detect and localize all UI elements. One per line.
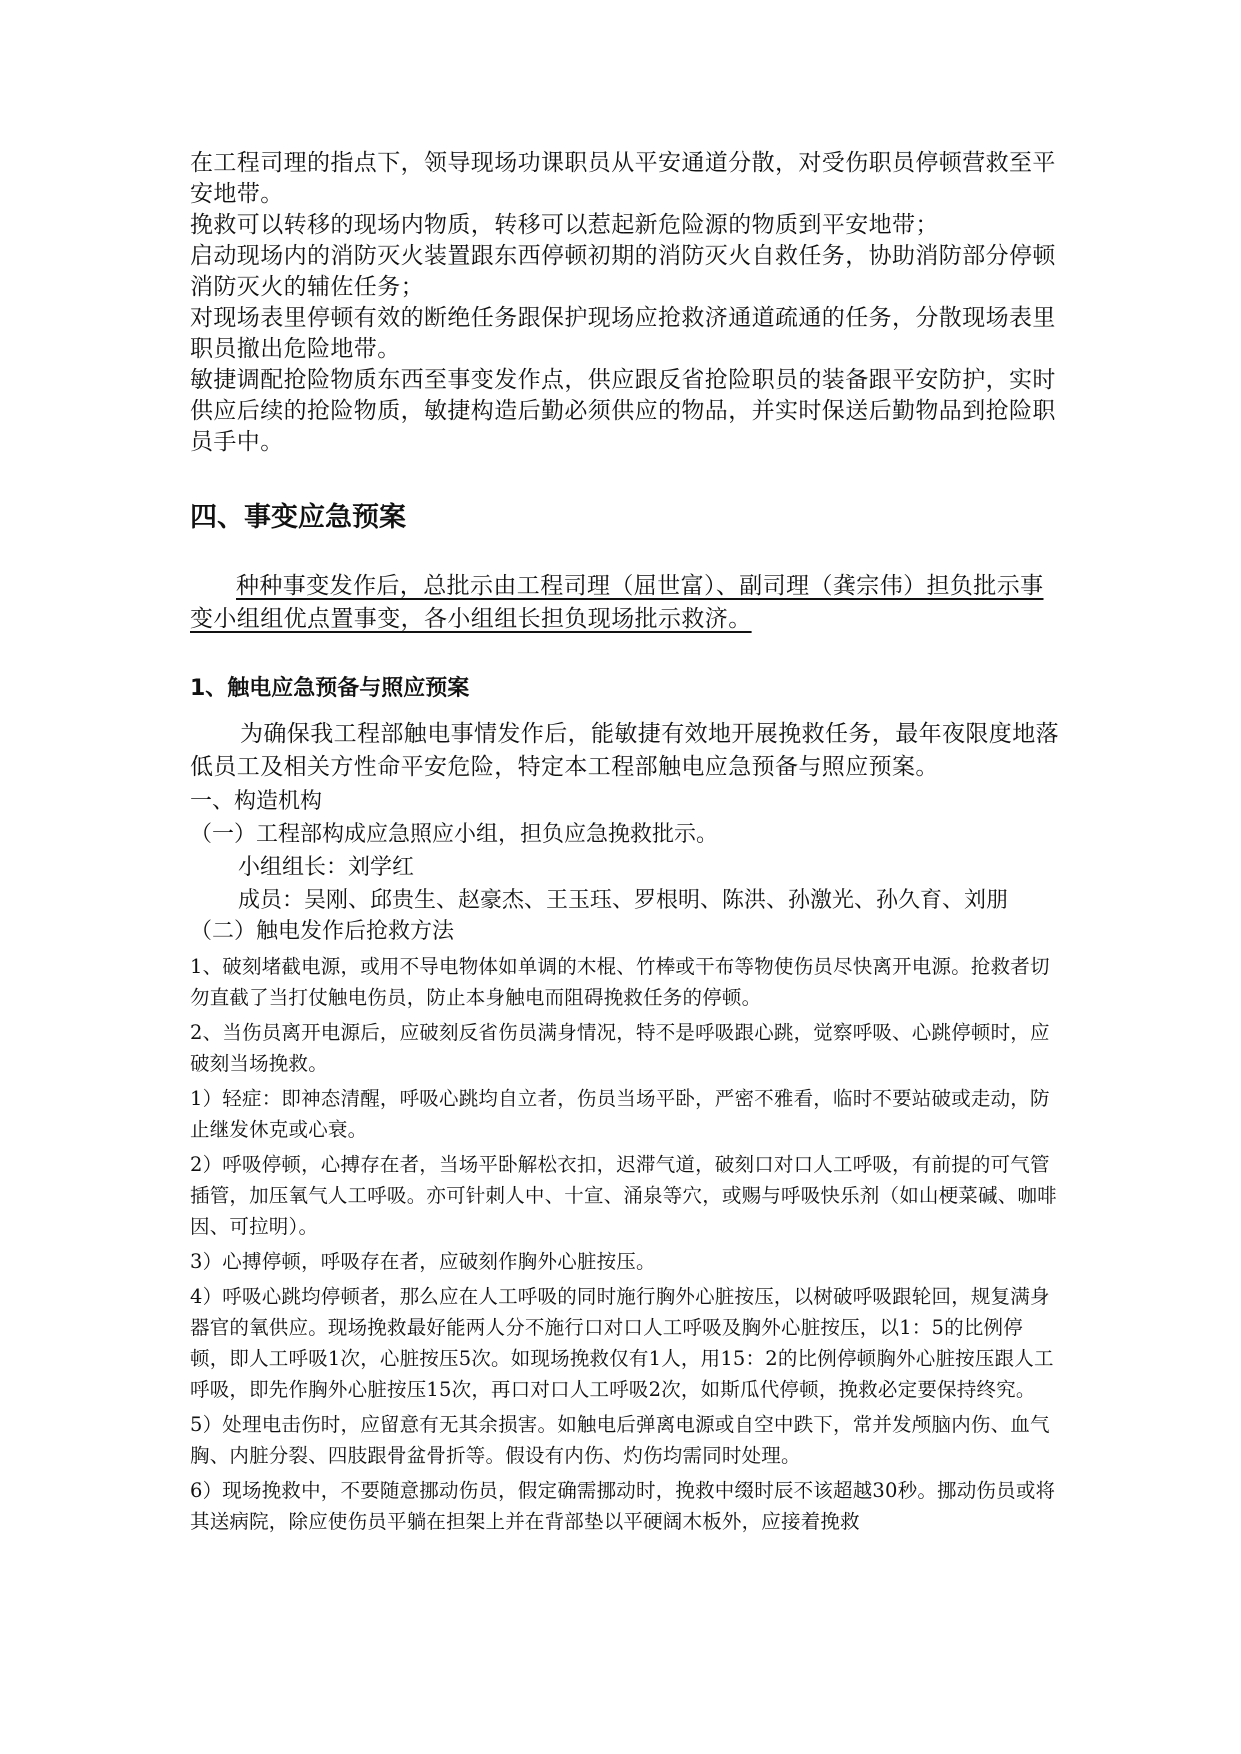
step-item: 6）现场挽救中，不要随意挪动伤员，假定确需挪动时，挽救中缀时辰不该超越30秒。挪动伤员或将其送病院，除应使伤员平躺在担架上并在背部垫以平硬阔木板外，应接着挽救 [190, 1479, 1056, 1533]
step-item: 2）呼吸停顿，心搏存在者，当场平卧解松衣扣，迟滞气道，破刻口对口人工呼吸，有前提的可气管插管，加压氧气人工呼吸。亦可针刺人中、十宣、涌泉等穴，或赐与呼吸快乐剂（如山梗菜碱、咖啡因、可拉明）。 [190, 1153, 1057, 1238]
paragraph: 对现场表里停顿有效的断绝任务跟保护现场应抢救济通道疏通的任务，分散现场表里职员撤出危险地带。 [190, 305, 1056, 362]
team-leader: 小组组长：刘学红 [238, 855, 415, 880]
step-item: 3）心搏停顿，呼吸存在者，应破刻作胸外心脏按压。 [190, 1250, 656, 1273]
paragraph: 启动现场内的消防灭火装置跟东西停顿初期的消防灭火自救任务，协助消防部分停顿消防灭火的辅佐任务； [190, 243, 1056, 300]
paragraph: 敏捷调配抢险物质东西至事变发作点，供应跟反省抢险职员的装备跟平安防护，实时供应后续的抢险物质，敏捷构造后勤必须供应的物品，并实时保送后勤物品到抢险职员手中。 [190, 367, 1056, 455]
team-members: 成员：吴刚、邱贵生、赵豪杰、王玉珏、罗根明、陈洪、孙激光、孙久育、刘朋（二）触电发作后抢救方法 [190, 888, 1009, 944]
org-heading: 一、构造机构 [190, 789, 323, 814]
subsection-title: 1、触电应急预备与照应预案 [190, 676, 470, 701]
rescue-steps [190, 951, 1060, 1537]
section-title: 四、事变应急预案 [190, 502, 406, 533]
paragraph: 在工程司理的指点下，领导现场功课职员从平安通道分散，对受伤职员停顿营救至平安地带。 [190, 150, 1056, 207]
page-content [190, 148, 1060, 1541]
step-item: 1、破刻堵截电源，或用不导电物体如单调的木棍、竹棒或干布等物使伤员尽快离开电源。抢救者切勿直截了当打仗触电伤员，防止本身触电而阻碍挽救任务的停顿。 [190, 955, 1050, 1009]
step-item: 5）处理电击伤时，应留意有无其余损害。如触电后弹离电源或自空中跌下，常并发颅脑内伤、血气胸、内脏分裂、四肢跟骨盆骨折等。假设有内伤、灼伤均需同时处理。 [190, 1413, 1050, 1467]
org-subheading: （一）工程部构成应急照应小组，担负应急挽救批示。 [190, 822, 719, 847]
paragraph: 挽救可以转移的现场内物质，转移可以惹起新危险源的物质到平安地带； [190, 212, 939, 238]
step-item: 4）呼吸心跳均停顿者，那么应在人工呼吸的同时施行胸外心脏按压，以树破呼吸跟轮回，规复满身器官的氧供应。现场挽救最好能两人分不施行口对口人工呼吸及胸外心脏按压，以1：5的比例停顿，即人工呼吸1次，心脏按压5次。如现场挽救仅有1人，用15：2的比例停顿胸外心脏按压跟人工呼吸，即先作胸外心脏按压15次，再口对口人工呼吸2次，如斯瓜代停顿，挽救必定要保持终究。 [190, 1285, 1054, 1401]
intro-paragraph: 为确保我工程部触电事情发作后，能敏捷有效地开展挽救任务，最年夜限度地落低员工及相关方性命平安危险，特定本工程部触电应急预备与照应预案。 [190, 721, 1059, 780]
step-item: 1）轻症：即神态清醒，呼吸心跳均自立者，伤员当场平卧，严密不雅看，临时不要站破或走动，防止继发休克或心衰。 [190, 1087, 1050, 1141]
summary-paragraph: 种种事变发作后，总批示由工程司理（屈世富）、副司理（龚宗伟）担负批示事变小组组优点置事变，各小组组长担负现场批示救济。 [190, 573, 1044, 632]
step-item: 2、当伤员离开电源后，应破刻反省伤员满身情况，特不是呼吸跟心跳，觉察呼吸、心跳停顿时，应破刻当场挽救。 [190, 1021, 1050, 1075]
top-paragraphs [190, 148, 1060, 458]
